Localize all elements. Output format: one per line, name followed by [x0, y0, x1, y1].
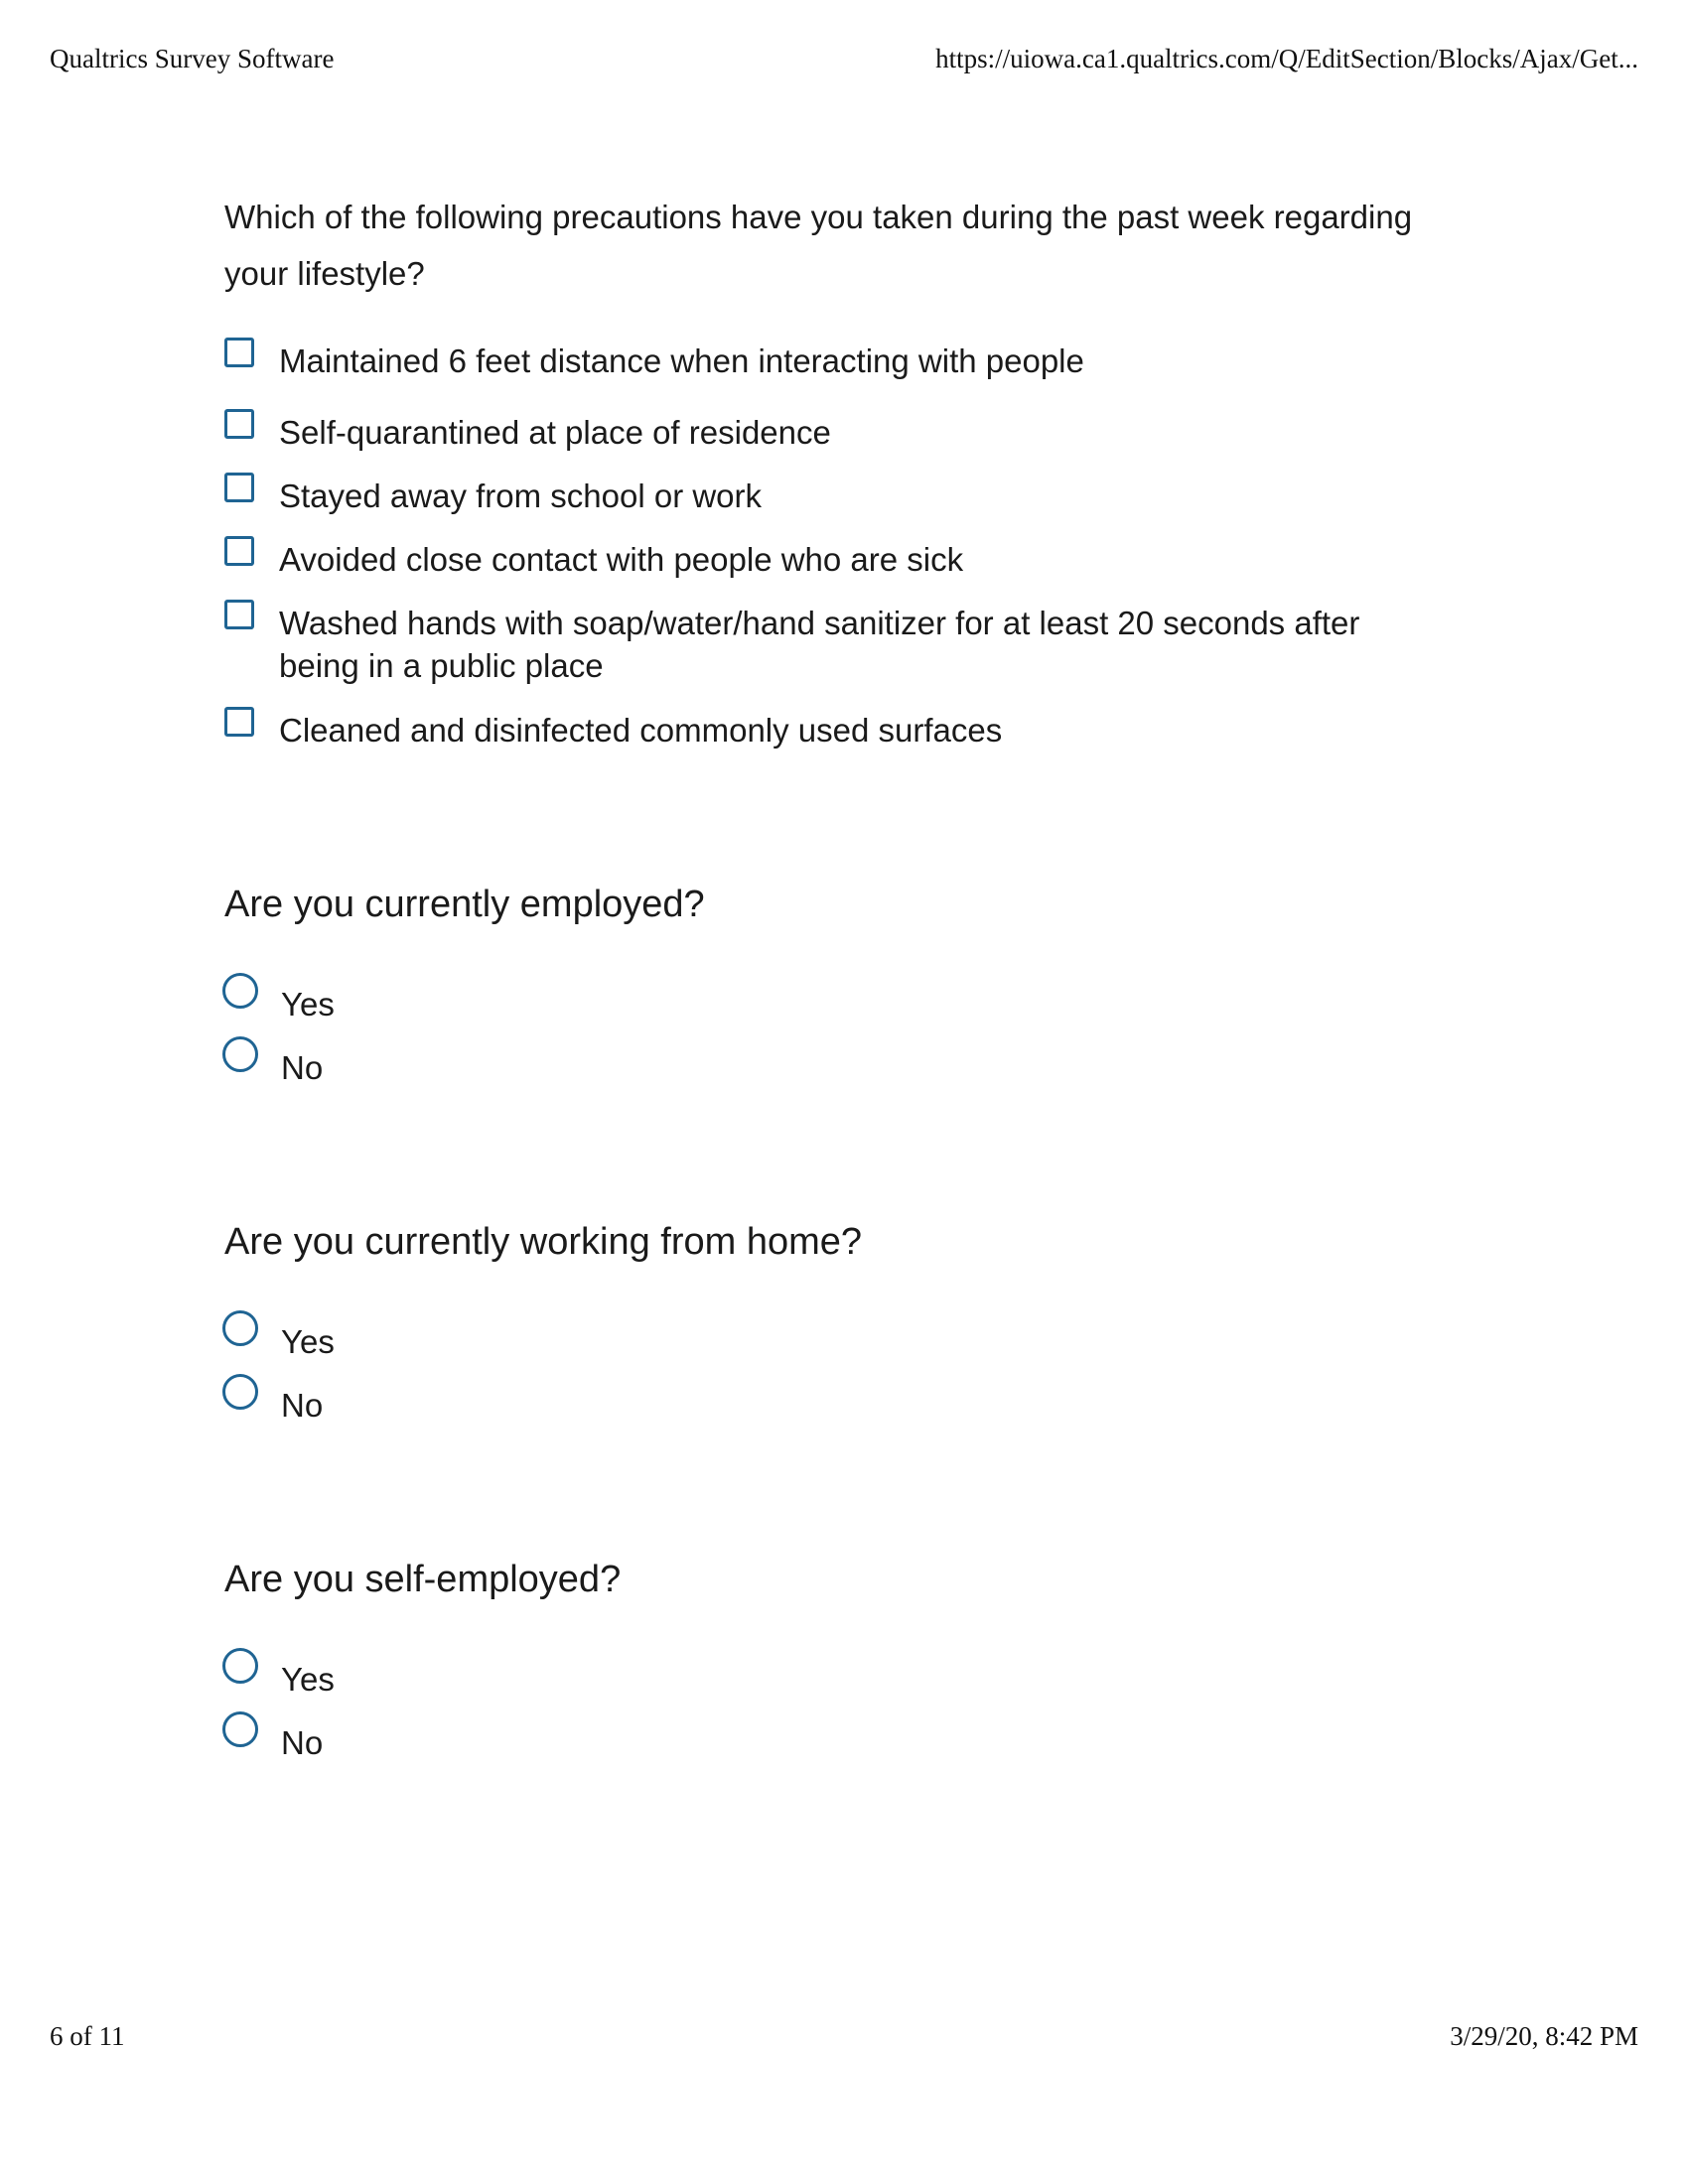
checkbox-option-self-quarantine[interactable]: [224, 415, 1446, 454]
radio-option-wfh-yes[interactable]: [224, 1324, 1446, 1363]
checkbox-option-avoided-contact[interactable]: [224, 542, 1446, 581]
radio-label: No: [281, 1049, 324, 1086]
radio-icon[interactable]: [222, 973, 258, 1009]
checkbox-label: Self-quarantined at place of residence: [279, 414, 831, 451]
checkbox-option-stayed-away[interactable]: [224, 478, 1446, 517]
radio-option-wfh-no[interactable]: [224, 1388, 1446, 1427]
print-header: [50, 44, 1638, 74]
question-precautions-text: Which of the following precautions have you taken during the past week regarding your lifestyle?: [224, 199, 1413, 292]
page-number: 6 of 11: [50, 2021, 125, 2051]
radio-icon[interactable]: [222, 1374, 258, 1410]
radio-option-self-employed-no[interactable]: [224, 1725, 1446, 1764]
radio-icon[interactable]: [222, 1711, 258, 1747]
header-url: https://uiowa.ca1.qualtrics.com/Q/EditSection/Blocks/Ajax/Get...: [935, 44, 1638, 73]
radio-label: No: [281, 1387, 324, 1424]
radio-option-self-employed-yes[interactable]: [224, 1662, 1446, 1701]
radio-label: Yes: [281, 1661, 335, 1698]
checkbox-label: Avoided close contact with people who are sick: [279, 541, 964, 578]
radio-option-employed-no[interactable]: [224, 1050, 1446, 1089]
print-datetime: 3/29/20, 8:42 PM: [1450, 2021, 1638, 2051]
radio-icon[interactable]: [222, 1648, 258, 1684]
checkbox-label: Stayed away from school or work: [279, 478, 763, 514]
radio-icon[interactable]: [222, 1310, 258, 1346]
radio-icon[interactable]: [222, 1036, 258, 1072]
question-working-from-home-text: Are you currently working from home?: [224, 1221, 863, 1263]
checkbox-label: Maintained 6 feet distance when interacting with people: [279, 342, 1084, 379]
question-self-employed-text: Are you self-employed?: [224, 1559, 622, 1600]
checkbox-option-cleaned-surfaces[interactable]: [224, 713, 1446, 751]
checkbox-icon[interactable]: [224, 536, 254, 566]
checkbox-icon[interactable]: [224, 600, 254, 629]
checkbox-icon[interactable]: [224, 338, 254, 367]
radio-label: No: [281, 1724, 324, 1761]
checkbox-icon[interactable]: [224, 473, 254, 502]
checkbox-label: Cleaned and disinfected commonly used surfaces: [279, 712, 1003, 749]
header-title: Qualtrics Survey Software: [50, 44, 335, 73]
checkbox-option-distance[interactable]: [224, 343, 1446, 382]
radio-label: Yes: [281, 1323, 335, 1360]
radio-label: Yes: [281, 986, 335, 1023]
print-footer: [50, 2021, 1638, 2052]
checkbox-option-washed-hands[interactable]: [224, 606, 1446, 687]
question-employed-text: Are you currently employed?: [224, 884, 705, 925]
checkbox-icon[interactable]: [224, 707, 254, 737]
checkbox-icon[interactable]: [224, 409, 254, 439]
checkbox-label: Washed hands with soap/water/hand sanitizer for at least 20 seconds after being in a public place: [279, 605, 1360, 684]
radio-option-employed-yes[interactable]: [224, 987, 1446, 1025]
